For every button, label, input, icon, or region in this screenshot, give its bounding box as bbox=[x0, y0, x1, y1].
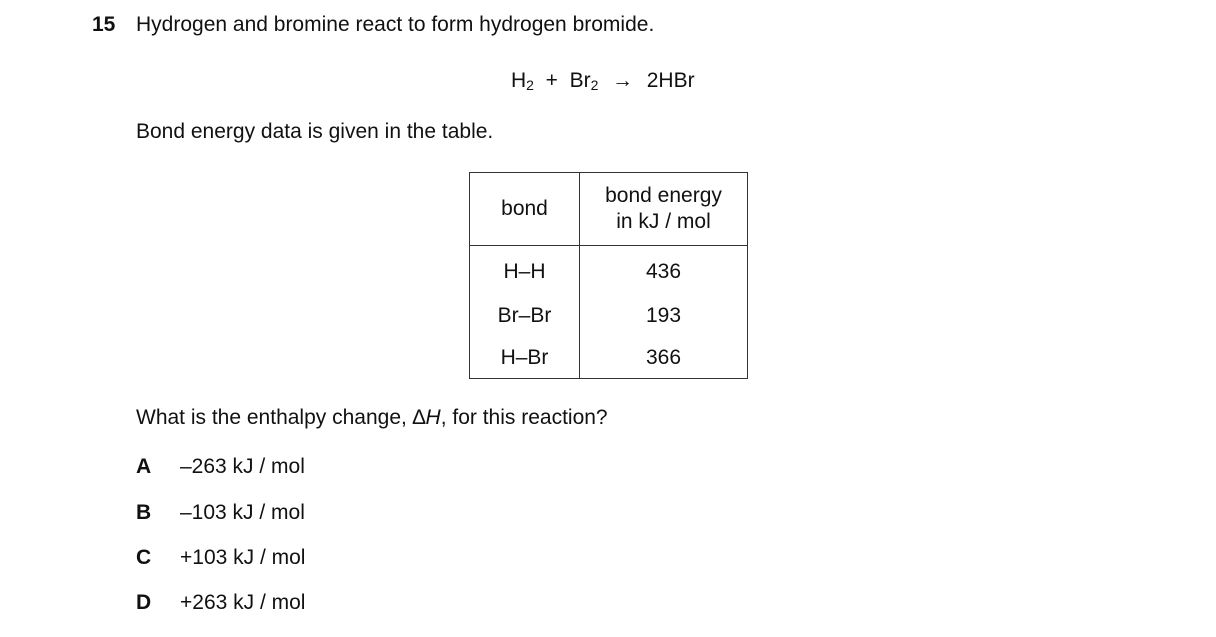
table-row bbox=[470, 246, 748, 295]
option-text: +103 kJ / mol bbox=[180, 546, 306, 569]
cell-bond: Br–Br bbox=[470, 294, 580, 338]
table-header-row bbox=[470, 173, 748, 246]
option-d[interactable] bbox=[136, 591, 305, 615]
header-bond-energy-line2: in kJ / mol bbox=[616, 210, 711, 233]
option-letter: C bbox=[136, 546, 152, 569]
option-text: –263 kJ / mol bbox=[180, 455, 305, 478]
reactant-bromine: Br bbox=[569, 69, 591, 92]
option-letter: D bbox=[136, 591, 152, 614]
option-text: +263 kJ / mol bbox=[180, 591, 306, 614]
option-letter: B bbox=[136, 501, 152, 524]
table-row bbox=[470, 294, 748, 338]
reactant-bromine-subscript: 2 bbox=[590, 77, 599, 93]
cell-energy: 366 bbox=[580, 338, 748, 379]
reactant-hydrogen-subscript: 2 bbox=[526, 77, 534, 93]
prompt-after: , for this reaction? bbox=[440, 406, 608, 429]
cell-energy: 436 bbox=[580, 246, 748, 295]
plus-sign: + bbox=[545, 69, 558, 92]
reactant-hydrogen: H bbox=[511, 69, 527, 92]
product: 2HBr bbox=[646, 69, 695, 92]
cell-energy: 193 bbox=[580, 294, 748, 338]
header-bond-energy bbox=[580, 173, 748, 246]
option-text: –103 kJ / mol bbox=[180, 501, 305, 524]
chemical-equation bbox=[511, 69, 695, 93]
question-prompt bbox=[136, 406, 608, 430]
delta-symbol: ∆ bbox=[412, 406, 426, 429]
option-b[interactable] bbox=[136, 501, 305, 525]
cell-bond: H–H bbox=[470, 246, 580, 295]
header-bond-energy-line1: bond energy bbox=[605, 184, 722, 207]
reaction-arrow-icon: → bbox=[612, 69, 634, 92]
bond-energy-table bbox=[469, 172, 748, 379]
option-letter: A bbox=[136, 455, 152, 478]
option-a[interactable] bbox=[136, 455, 305, 479]
enthalpy-variable: H bbox=[425, 406, 441, 429]
prompt-before: What is the enthalpy change, bbox=[136, 406, 413, 429]
cell-bond: H–Br bbox=[470, 338, 580, 379]
question-text: Hydrogen and bromine react to form hydrogen bromide. bbox=[136, 13, 655, 36]
option-c[interactable] bbox=[136, 546, 305, 570]
table-row bbox=[470, 338, 748, 379]
question-number: 15 bbox=[92, 13, 116, 36]
intro-text: Bond energy data is given in the table. bbox=[136, 120, 494, 143]
header-bond: bond bbox=[470, 173, 580, 246]
